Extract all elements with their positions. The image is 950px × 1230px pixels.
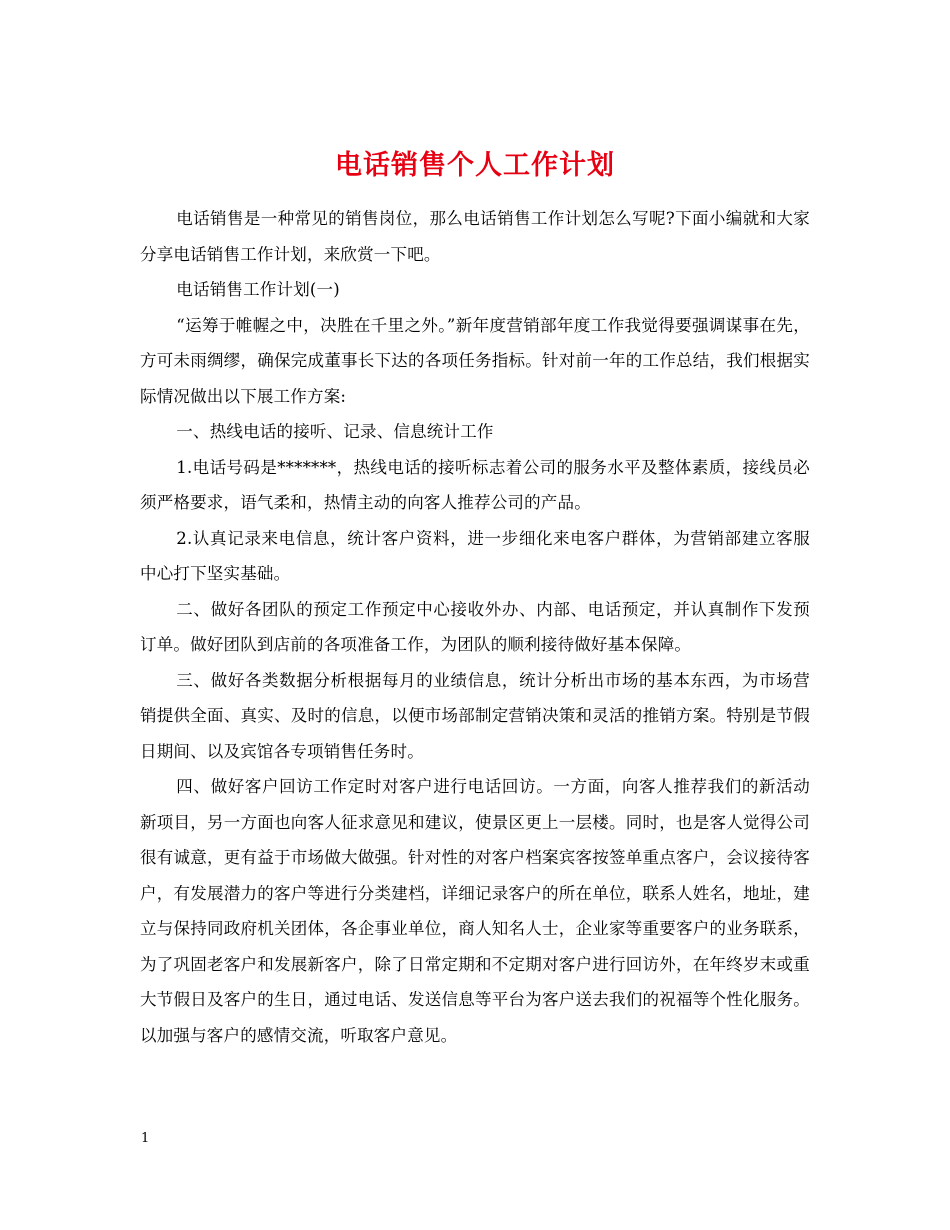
paragraph-item-data-analysis: 三、做好各类数据分析根据每月的业绩信息，统计分析出市场的基本东西，为市场营销提供全面、真实、及时的信息，以便市场部制定营销决策和灵活的推销方案。特别是节假日期间、以及宾馆各专项销售任务时。 (140, 670, 810, 761)
paragraph-item-1: 1.电话号码是*******，热线电话的接听标志着公司的服务水平及整体素质，接线员必须严格要求，语气柔和，热情主动的向客人推荐公司的产品。 (140, 457, 810, 512)
document-body (140, 201, 810, 1053)
paragraph-item-customer-visit: 四、做好客户回访工作定时对客户进行电话回访。一方面，向客人推荐我们的新活动新项目，另一方面也向客人征求意见和建议，使景区更上一层楼。同时，也是客人觉得公司很有诚意，更有益于市场做大做强。针对性的对客户档案宾客按签单重点客户，会议接待客户，有发展潜力的客户等进行分类建档，详细记录客户的所在单位，联系人姓名，地址，建立与保持同政府机关团体，各企事业单位，商人知名人士，企业家等重要客户的业务联系，为了巩固老客户和发展新客户，除了日常定期和不定期对客户进行回访外，在年终岁末或重大节假日及客户的生日，通过电话、发送信息等平台为客户送去我们的祝福等个性化服务。以加强与客户的感情交流，听取客户意见。 (140, 777, 810, 1045)
paragraph-intro: 电话销售是一种常见的销售岗位，那么电话销售工作计划怎么写呢?下面小编就和大家分享电话销售工作计划，来欣赏一下吧。 (140, 209, 810, 264)
document-title: 电话销售个人工作计划 (335, 150, 615, 182)
paragraph-item-2: 2.认真记录来电信息，统计客户资料，进一步细化来电客户群体，为营销部建立客服中心打下坚实基础。 (140, 528, 810, 583)
paragraph-quote: “运筹于帷幄之中，决胜在千里之外。”新年度营销部年度工作我觉得要强调谋事在先，方可未雨绸缪，确保完成董事长下达的各项任务指标。针对前一年的工作总结，我们根据实际情况做出以下展工作方案: (140, 315, 810, 406)
paragraph-item-booking: 二、做好各团队的预定工作预定中心接收外办、内部、电话预定，并认真制作下发预订单。做好团队到店前的各项准备工作，为团队的顺利接待做好基本保障。 (140, 599, 810, 654)
page-number: 1 (141, 1131, 150, 1146)
paragraph-item-hotline: 一、热线电话的接听、记录、信息统计工作 (176, 422, 494, 441)
paragraph-section-heading: 电话销售工作计划(一) (176, 280, 340, 299)
